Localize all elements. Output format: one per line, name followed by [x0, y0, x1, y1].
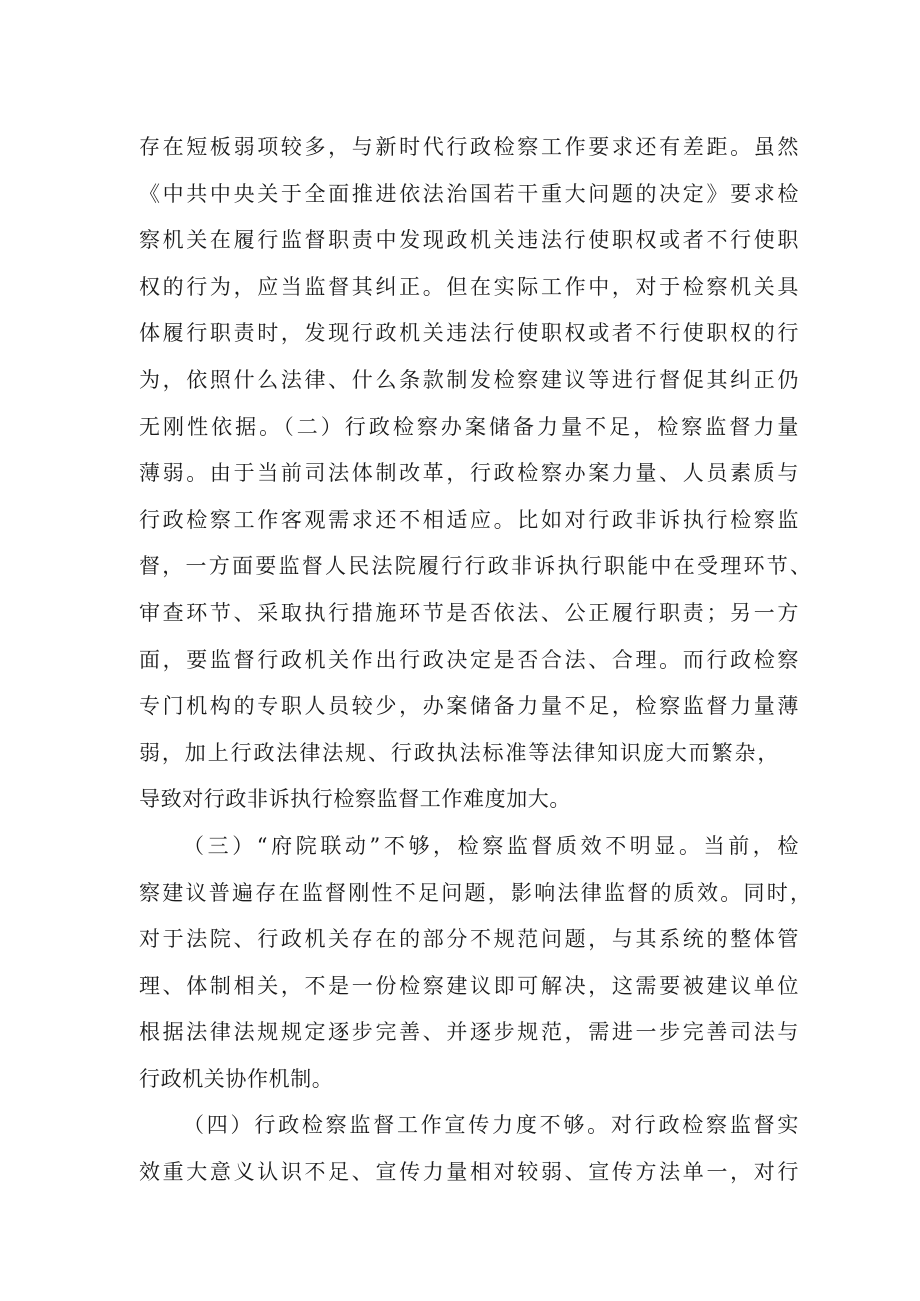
- paragraph-2: [139, 823, 811, 1103]
- text-line: 察建议普遍存在监督刚性不足问题，影响法律监督的质效。同时，: [139, 880, 811, 905]
- text-line: 导致对行政非诉执行检察监督工作难度加大。: [139, 787, 571, 812]
- text-line: 权的行为，应当监督其纠正。但在实际工作中，对于检察机关具: [139, 274, 799, 299]
- text-line: 《中共中央关于全面推进依法治国若干重大问题的决定》要求检: [139, 181, 799, 206]
- text-line: 行政检察工作客观需求还不相适应。比如对行政非诉执行检察监: [139, 507, 799, 532]
- text-line: （四）行政检察监督工作宣传力度不够。对行政检察监督实: [183, 1113, 799, 1138]
- text-line: （三）“府院联动”不够，检察监督质效不明显。当前，检: [183, 833, 799, 858]
- text-line: 察机关在履行监督职责中发现政机关违法行使职权或者不行使职: [139, 228, 799, 253]
- body-text: [139, 124, 811, 1196]
- text-line: 弱，加上行政法律法规、行政执法标准等法律知识庞大而繁杂，: [139, 740, 779, 765]
- text-line: 薄弱。由于当前司法体制改革，行政检察办案力量、人员素质与: [139, 461, 799, 486]
- paragraph-3: [139, 1102, 799, 1195]
- paragraph-1: [139, 124, 811, 823]
- text-line: 理、体制相关，不是一份检察建议即可解决，这需要被建议单位: [139, 973, 799, 998]
- text-line: 督，一方面要监督人民法院履行行政非诉执行职能中在受理环节、: [139, 554, 811, 579]
- text-line: 存在短板弱项较多，与新时代行政检察工作要求还有差距。虽然: [139, 135, 799, 159]
- text-line: 面，要监督行政机关作出行政决定是否合法、合理。而行政检察: [139, 647, 799, 672]
- text-line: 效重大意义认识不足、宣传力量相对较弱、宣传方法单一，对行: [139, 1160, 799, 1185]
- text-line: 对于法院、行政机关存在的部分不规范问题，与其系统的整体管: [139, 927, 799, 952]
- text-line: 为，依照什么法律、什么条款制发检察建议等进行督促其纠正仍: [139, 367, 799, 392]
- text-line: 审查环节、采取执行措施环节是否依法、公正履行职责；另一方: [139, 600, 799, 625]
- text-line: 专门机构的专职人员较少，办案储备力量不足，检察监督力量薄: [139, 694, 799, 719]
- text-line: 无刚性依据。（二）行政检察办案储备力量不足，检察监督力量: [139, 414, 799, 439]
- text-line: 根据法律法规规定逐步完善、并逐步规范，需进一步完善司法与: [139, 1020, 799, 1045]
- text-line: 行政机关协作机制。: [139, 1066, 334, 1091]
- text-line: 体履行职责时，发现行政机关违法行使职权或者不行使职权的行: [139, 321, 799, 346]
